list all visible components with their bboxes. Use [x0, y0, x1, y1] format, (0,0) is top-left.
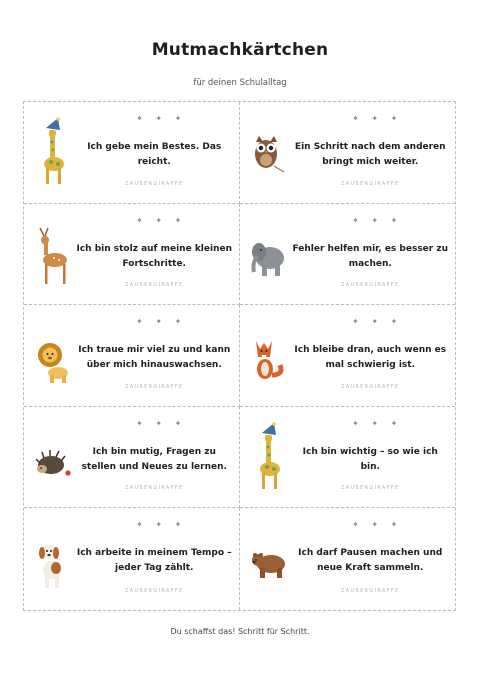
- motivation-card: [24, 204, 240, 306]
- card-text: Ich arbeite in meinem Tempo – jeder Tag zählt.: [76, 548, 232, 574]
- stars-decoration: ✦ ✦ ✦: [136, 418, 187, 428]
- card-text: Fehler helfen mir, es besser zu machen.: [292, 243, 449, 269]
- card-grid: [23, 101, 456, 611]
- card-brand: ZAUBERGIRAFFE: [341, 180, 400, 187]
- motivation-card: [240, 102, 456, 204]
- deer-icon: [32, 218, 72, 290]
- card-brand: ZAUBERGIRAFFE: [125, 485, 184, 492]
- stars-decoration: ✦ ✦ ✦: [136, 215, 187, 225]
- fox-icon: [248, 319, 288, 391]
- card-brand: ZAUBERGIRAFFE: [341, 383, 400, 390]
- card-text: Ich bin wichtig – so wie ich bin.: [302, 446, 438, 472]
- motivation-card: [240, 407, 456, 509]
- giraffe-icon: [248, 421, 288, 493]
- card-text: Ich traue mir viel zu und kann über mich hinauswachsen.: [78, 345, 231, 371]
- page-subtitle: für deinen Schulalltag: [193, 78, 287, 88]
- hedgehog-icon: [32, 421, 72, 493]
- card-brand: ZAUBERGIRAFFE: [125, 383, 184, 390]
- motivation-card: [24, 305, 240, 407]
- card-text: Ich bleibe dran, auch wenn es mal schwierig ist.: [294, 345, 447, 371]
- stars-decoration: ✦ ✦ ✦: [352, 520, 403, 530]
- elephant-icon: [248, 218, 288, 290]
- giraffe-icon: [32, 116, 72, 188]
- lion-icon: [32, 319, 72, 391]
- motivation-card: [24, 407, 240, 509]
- card-brand: ZAUBERGIRAFFE: [125, 282, 184, 289]
- page-title: Mutmachkärtchen: [151, 40, 329, 60]
- motivation-card: [240, 508, 456, 610]
- card-text: Ein Schritt nach dem anderen bringt mich weiter.: [294, 142, 446, 167]
- card-text: Ich bin mutig, Fragen zu stellen und Neues zu lernen.: [81, 446, 227, 472]
- card-brand: ZAUBERGIRAFFE: [341, 485, 400, 492]
- stars-decoration: ✦ ✦ ✦: [136, 520, 187, 530]
- card-brand: ZAUBERGIRAFFE: [125, 180, 184, 187]
- card-brand: ZAUBERGIRAFFE: [341, 282, 400, 289]
- card-text: Ich darf Pausen machen und neue Kraft sammeln.: [298, 548, 443, 574]
- stars-decoration: ✦ ✦ ✦: [136, 317, 187, 327]
- motivation-card: [240, 305, 456, 407]
- card-brand: ZAUBERGIRAFFE: [341, 587, 400, 594]
- dog-icon: [32, 522, 72, 594]
- stars-decoration: ✦ ✦ ✦: [136, 114, 187, 123]
- card-brand: ZAUBERGIRAFFE: [125, 587, 184, 594]
- page-footer: Du schaffst das! Schritt für Schritt.: [170, 627, 310, 636]
- motivation-card: [24, 508, 240, 610]
- owl-icon: [248, 116, 288, 188]
- stars-decoration: ✦ ✦ ✦: [352, 215, 403, 225]
- bear-icon: [248, 522, 288, 594]
- motivation-card: [24, 102, 240, 204]
- card-text: Ich gebe mein Bestes. Das reicht.: [87, 142, 222, 167]
- stars-decoration: ✦ ✦ ✦: [352, 114, 403, 123]
- motivation-card: [240, 204, 456, 306]
- card-text: Ich bin stolz auf meine kleinen Fortschritte.: [76, 243, 232, 269]
- stars-decoration: ✦ ✦ ✦: [352, 418, 403, 428]
- stars-decoration: ✦ ✦ ✦: [352, 317, 403, 327]
